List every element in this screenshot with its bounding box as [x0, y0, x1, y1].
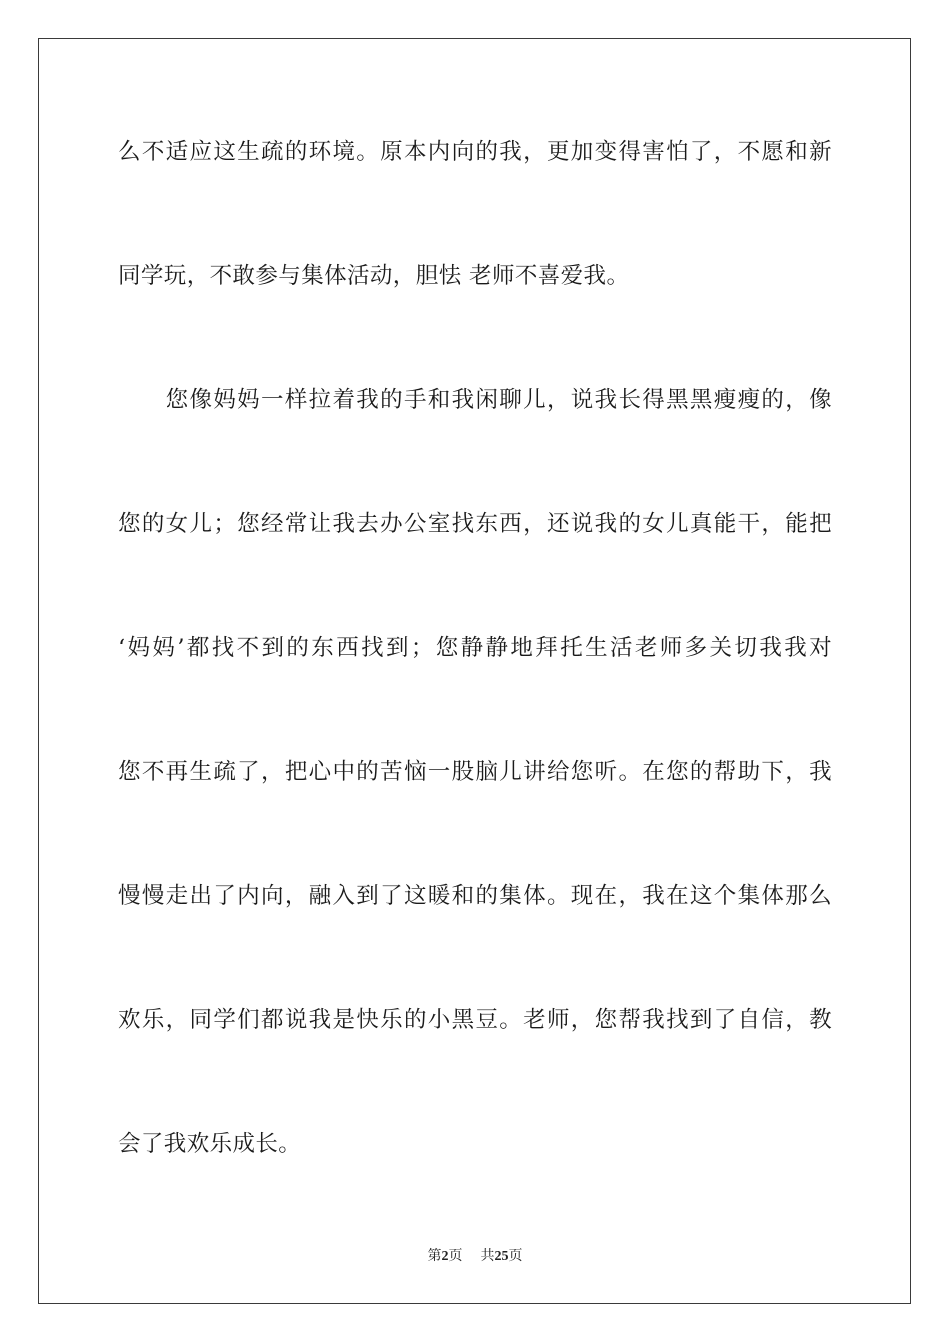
page-prefix: 第: [427, 1248, 442, 1264]
text-line-9: 会了我欢乐成长。: [118, 1131, 302, 1157]
text-line-8: 欢乐，同学们都说我是快乐的小黑豆。老师，您帮我找到了自信，教: [118, 1007, 832, 1033]
text-line-6: 您不再生疏了，把心中的苦恼一股脑儿讲给您听。在您的帮助下，我: [118, 759, 832, 785]
text-line-1: 么不适应这生疏的环境。原本内向的我，更加变得害怕了，不愿和新: [118, 139, 832, 165]
text-line-5: ‘妈妈’都找不到的东西找到；您静静地拜托生活老师多关切我我对: [118, 635, 832, 661]
total-prefix: 共: [480, 1248, 495, 1264]
page-number: 2: [441, 1249, 449, 1264]
total-suffix: 页: [508, 1248, 523, 1264]
text-line-2: 同学玩，不敢参与集体活动，胆怯 老师不喜爱我。: [118, 263, 630, 289]
total-pages: 25: [494, 1249, 509, 1264]
text-line-4: 您的女儿；您经常让我去办公室找东西，还说我的女儿真能干，能把: [118, 511, 832, 537]
page-border: [38, 38, 911, 1304]
text-line-3: 您像妈妈一样拉着我的手和我闲聊儿，说我长得黑黑瘦瘦的，像: [118, 387, 832, 413]
text-line-7: 慢慢走出了内向，融入到了这暖和的集体。现在，我在这个集体那么: [118, 883, 832, 909]
page-footer: [0, 1246, 950, 1267]
page-suffix: 页: [448, 1248, 463, 1264]
